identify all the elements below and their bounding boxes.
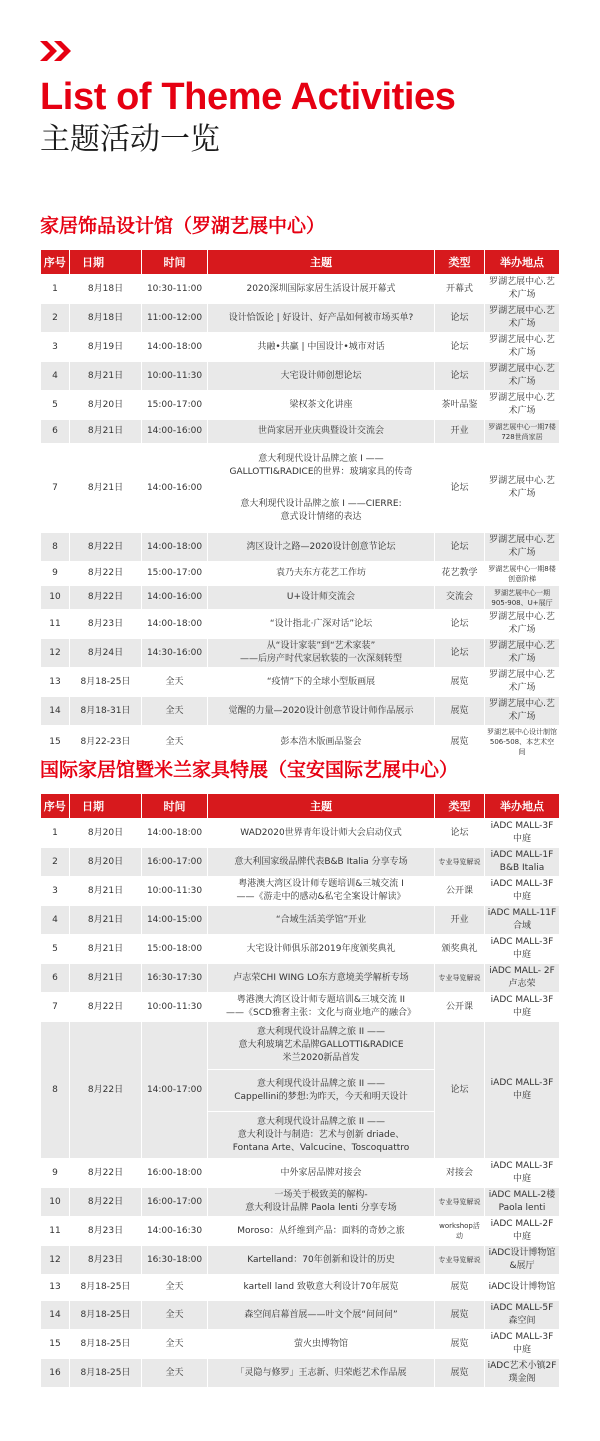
- row-date: 8月22日: [70, 1022, 142, 1159]
- row-topic: 「灵隐与修罗」王志新、归荣彪艺术作品展: [208, 1359, 435, 1388]
- table-row: [41, 726, 560, 759]
- row-number: 14: [41, 1301, 70, 1330]
- row-venue: 罗湖艺展中心.艺术广场: [485, 304, 560, 333]
- row-topic: 设计恰饭论 | 好设计、好产品如何被市场买单?: [208, 304, 435, 333]
- row-venue: 罗湖艺展中心设计制馆 506-508、本艺术空间: [485, 726, 560, 759]
- row-type: 对接会: [435, 1159, 485, 1188]
- row-date: 8月22日: [70, 562, 142, 586]
- row-time: 14:00-16:30: [142, 1217, 208, 1246]
- row-topic: “疫情”下的全球小型版画展: [208, 668, 435, 697]
- row-time: 14:00-16:00: [142, 586, 208, 610]
- row-venue: 罗湖艺展中心.艺术广场: [485, 444, 560, 533]
- row-venue: 罗湖艺展中心一期8楼创意阶梯: [485, 562, 560, 586]
- row-number: 8: [41, 533, 70, 562]
- table-row: [41, 819, 560, 848]
- row-date: 8月24日: [70, 639, 142, 668]
- row-time: 10:00-11:30: [142, 993, 208, 1022]
- column-header-type: 类型: [435, 250, 485, 275]
- row-number: 10: [41, 586, 70, 610]
- table-row: [41, 1217, 560, 1246]
- row-topic: [208, 1022, 435, 1159]
- row-venue: 罗湖艺展中心.艺术广场: [485, 333, 560, 362]
- row-type: 论坛: [435, 533, 485, 562]
- row-date: 8月20日: [70, 848, 142, 877]
- row-type: 专业导览解说: [435, 964, 485, 993]
- row-number: 2: [41, 848, 70, 877]
- row-topic: 大宅设计师创想论坛: [208, 362, 435, 391]
- table-row: [41, 697, 560, 726]
- row-type: 论坛: [435, 1022, 485, 1159]
- row-topic: 森空间启幕首展——叶文个展“问问问”: [208, 1301, 435, 1330]
- row-topic: 粤港澳大湾区设计师专题培训&三城交流 II ——《SCD雅奢主张：文化与商业地产的融合》: [208, 993, 435, 1022]
- row-topic: 粤港澳大湾区设计师专题培训&三城交流 I ——《游走中的感动&私宅全案设计解读》: [208, 877, 435, 906]
- row-type: 展览: [435, 1275, 485, 1301]
- row-date: 8月21日: [70, 420, 142, 444]
- row-venue: iADC设计博物馆&展厅: [485, 1246, 560, 1275]
- row-venue: 罗湖艺展中心一期7楼728世尚家居: [485, 420, 560, 444]
- row-date: 8月22日: [70, 1159, 142, 1188]
- row-date: 8月22-23日: [70, 726, 142, 759]
- row-venue: iADC MALL-2楼 Paola lenti: [485, 1188, 560, 1217]
- row-venue: 罗湖艺展中心.艺术广场: [485, 697, 560, 726]
- row-date: 8月18日: [70, 275, 142, 304]
- row-type: 开幕式: [435, 275, 485, 304]
- row-time: 10:30-11:00: [142, 275, 208, 304]
- row-venue: 罗湖艺展中心.艺术广场: [485, 362, 560, 391]
- row-time: 14:00-16:00: [142, 420, 208, 444]
- row-type: 论坛: [435, 362, 485, 391]
- row-date: 8月18-25日: [70, 668, 142, 697]
- table-row: [41, 533, 560, 562]
- row-number: 16: [41, 1359, 70, 1388]
- row-number: 15: [41, 726, 70, 759]
- row-time: 16:30-18:00: [142, 1246, 208, 1275]
- row-type: 开业: [435, 420, 485, 444]
- row-time: 16:00-17:00: [142, 848, 208, 877]
- row-time: 全天: [142, 1275, 208, 1301]
- row-time: 14:30-16:00: [142, 639, 208, 668]
- row-time: 全天: [142, 1359, 208, 1388]
- table-row: [41, 562, 560, 586]
- column-header-venue: 举办地点: [485, 794, 560, 819]
- table-header-row: [41, 250, 560, 275]
- row-number: 12: [41, 639, 70, 668]
- row-topic: 梁权茶文化讲座: [208, 391, 435, 420]
- table-row: [41, 935, 560, 964]
- activities-table-baoan: [40, 794, 560, 1388]
- row-venue: iADC艺术小镇2F璞金阁: [485, 1359, 560, 1388]
- table-row: [41, 1330, 560, 1359]
- row-topic: 世尚家居开业庆典暨设计交流会: [208, 420, 435, 444]
- row-time: 全天: [142, 726, 208, 759]
- column-header-date: 日期: [70, 794, 142, 819]
- row-topic: 彭本浩木版画品鉴会: [208, 726, 435, 759]
- row-topic: [208, 444, 435, 533]
- row-date: 8月23日: [70, 1217, 142, 1246]
- row-venue: iADC MALL-3F中庭: [485, 993, 560, 1022]
- row-venue: 罗湖艺展中心.艺术广场: [485, 610, 560, 639]
- row-topic: 共融•共赢 | 中国设计•城市对话: [208, 333, 435, 362]
- row-number: 15: [41, 1330, 70, 1359]
- row-topic: 湾区设计之路—2020设计创意节论坛: [208, 533, 435, 562]
- row-topic-part: 意大利现代设计品牌之旅 II —— 意大利玻璃艺术品牌GALLOTTI&RADICE 米兰2020新品首发: [238, 1027, 404, 1063]
- column-header-type: 类型: [435, 794, 485, 819]
- row-date: 8月18-25日: [70, 1330, 142, 1359]
- row-venue: 罗湖艺展中心.艺术广场: [485, 639, 560, 668]
- table-row: [41, 1359, 560, 1388]
- row-time: 11:00-12:00: [142, 304, 208, 333]
- row-type: 专业导览解说: [435, 848, 485, 877]
- row-venue: iADC MALL-1F B&B Italia: [485, 848, 560, 877]
- row-date: 8月20日: [70, 819, 142, 848]
- row-time: 10:00-11:30: [142, 362, 208, 391]
- row-topic-part: 意大利现代设计品牌之旅 I ——CIERRE: 意式设计情绪的表达: [208, 488, 434, 532]
- column-header-venue: 举办地点: [485, 250, 560, 275]
- row-venue: iADC MALL-3F中庭: [485, 1022, 560, 1159]
- row-date: 8月21日: [70, 877, 142, 906]
- row-date: 8月18-25日: [70, 1275, 142, 1301]
- row-date: 8月21日: [70, 964, 142, 993]
- column-header-no: 序号: [41, 794, 70, 819]
- row-number: 9: [41, 1159, 70, 1188]
- row-venue: iADC MALL-3F中庭: [485, 819, 560, 848]
- row-topic: 意大利国家级品牌代表B&B Italia 分享专场: [208, 848, 435, 877]
- row-venue: 罗湖艺展中心.艺术广场: [485, 668, 560, 697]
- row-topic: 从“设计家装”到“艺术家装” ——后房产时代家居软装的一次深刻转型: [208, 639, 435, 668]
- activities-table-luohu: [40, 250, 560, 759]
- row-type: 茶叶品鉴: [435, 391, 485, 420]
- row-type: 展览: [435, 1301, 485, 1330]
- row-time: 全天: [142, 668, 208, 697]
- row-type: 开业: [435, 906, 485, 935]
- row-date: 8月18-25日: [70, 1301, 142, 1330]
- double-chevron-right-icon: [40, 41, 74, 61]
- table-header-row: [41, 794, 560, 819]
- row-time: 全天: [142, 1330, 208, 1359]
- row-time: 14:00-16:00: [142, 444, 208, 533]
- row-date: 8月21日: [70, 935, 142, 964]
- row-time: 全天: [142, 1301, 208, 1330]
- table-row: [41, 877, 560, 906]
- row-venue: 罗湖艺展中心.艺术广场: [485, 391, 560, 420]
- row-time: 全天: [142, 697, 208, 726]
- row-venue: iADC MALL-3F中庭: [485, 877, 560, 906]
- row-time: 15:00-18:00: [142, 935, 208, 964]
- row-venue: iADC MALL-3F中庭: [485, 935, 560, 964]
- row-topic: 袁乃夫东方花艺工作坊: [208, 562, 435, 586]
- row-date: 8月21日: [70, 444, 142, 533]
- row-venue: 罗湖艺展中心.艺术广场: [485, 275, 560, 304]
- row-time: 14:00-18:00: [142, 610, 208, 639]
- row-number: 10: [41, 1188, 70, 1217]
- row-date: 8月21日: [70, 362, 142, 391]
- column-header-topic: 主题: [208, 794, 435, 819]
- row-topic: U+设计师交流会: [208, 586, 435, 610]
- row-venue: iADC MALL-5F森空间: [485, 1301, 560, 1330]
- row-topic-part: 意大利现代设计品牌之旅 II —— 意大利设计与制造：艺术与创新 driade、 Fontana Arte、Valcucine、Toscoquattro: [208, 1111, 434, 1158]
- row-topic: kartell land 致敬意大利设计70年展览: [208, 1275, 435, 1301]
- row-topic: WAD2020世界青年设计师大会启动仪式: [208, 819, 435, 848]
- row-venue: iADC MALL-3F中庭: [485, 1330, 560, 1359]
- row-date: 8月22日: [70, 993, 142, 1022]
- page-title-chinese: 主题活动一览: [40, 122, 220, 157]
- row-date: 8月23日: [70, 1246, 142, 1275]
- row-topic: 一场关于极致美的解构- 意大利设计品牌 Paola lenti 分享专场: [208, 1188, 435, 1217]
- row-type: 论坛: [435, 819, 485, 848]
- row-number: 4: [41, 362, 70, 391]
- row-date: 8月19日: [70, 333, 142, 362]
- row-type: 论坛: [435, 444, 485, 533]
- table-row: [41, 1275, 560, 1301]
- row-number: 1: [41, 275, 70, 304]
- row-time: 14:00-18:00: [142, 819, 208, 848]
- row-type: 专业导览解说: [435, 1246, 485, 1275]
- row-number: 12: [41, 1246, 70, 1275]
- row-number: 11: [41, 610, 70, 639]
- table-row: [41, 391, 560, 420]
- table-row: [41, 1246, 560, 1275]
- row-topic: 中外家居品牌对接会: [208, 1159, 435, 1188]
- row-type: 展览: [435, 726, 485, 759]
- row-number: 1: [41, 819, 70, 848]
- row-topic: 觉醒的力量—2020设计创意节设计师作品展示: [208, 697, 435, 726]
- row-type: 论坛: [435, 639, 485, 668]
- row-topic-part: 意大利现代设计品牌之旅 II —— Cappellini的梦想:为昨天，今天和明天设计: [208, 1069, 434, 1111]
- row-topic: Moroso：从纤维到产品：面料的奇妙之旅: [208, 1217, 435, 1246]
- table-row: [41, 444, 560, 533]
- row-topic: “设计指北·广深对话”论坛: [208, 610, 435, 639]
- row-type: 公开课: [435, 877, 485, 906]
- table-row: [41, 964, 560, 993]
- table-row: [41, 1159, 560, 1188]
- table-row: [41, 1188, 560, 1217]
- row-number: 5: [41, 935, 70, 964]
- row-type: workshop活动: [435, 1217, 485, 1246]
- row-number: 3: [41, 877, 70, 906]
- column-header-date: 日期: [70, 250, 142, 275]
- table-row: [41, 1301, 560, 1330]
- row-number: 2: [41, 304, 70, 333]
- table-row: [41, 610, 560, 639]
- row-number: 6: [41, 964, 70, 993]
- row-venue: iADC MALL-2F中庭: [485, 1217, 560, 1246]
- row-date: 8月23日: [70, 610, 142, 639]
- table-row: [41, 362, 560, 391]
- row-date: 8月22日: [70, 586, 142, 610]
- table-row: [41, 304, 560, 333]
- table-row: [41, 586, 560, 610]
- row-time: 16:30-17:30: [142, 964, 208, 993]
- row-topic: 2020深圳国际家居生活设计展开幕式: [208, 275, 435, 304]
- row-number: 3: [41, 333, 70, 362]
- table-row: [41, 848, 560, 877]
- row-time: 15:00-17:00: [142, 562, 208, 586]
- table-row: [41, 639, 560, 668]
- row-type: 展览: [435, 1359, 485, 1388]
- table-row: [41, 333, 560, 362]
- row-time: 14:00-18:00: [142, 333, 208, 362]
- column-header-no: 序号: [41, 250, 70, 275]
- row-number: 14: [41, 697, 70, 726]
- row-number: 8: [41, 1022, 70, 1159]
- table-row: [41, 420, 560, 444]
- page-title-english: List of Theme Activities: [40, 76, 456, 118]
- column-header-time: 时间: [142, 250, 208, 275]
- table-row: [41, 993, 560, 1022]
- row-type: 论坛: [435, 610, 485, 639]
- row-time: 16:00-18:00: [142, 1159, 208, 1188]
- row-type: 颁奖典礼: [435, 935, 485, 964]
- row-date: 8月22日: [70, 1188, 142, 1217]
- table-row: [41, 668, 560, 697]
- row-type: 花艺教学: [435, 562, 485, 586]
- row-topic: “合域生活美学馆”开业: [208, 906, 435, 935]
- row-number: 13: [41, 1275, 70, 1301]
- section-title-luohu: 家居饰品设计馆（罗湖艺展中心）: [40, 215, 326, 237]
- row-time: 10:00-11:30: [142, 877, 208, 906]
- row-number: 5: [41, 391, 70, 420]
- row-type: 公开课: [435, 993, 485, 1022]
- row-number: 13: [41, 668, 70, 697]
- row-number: 11: [41, 1217, 70, 1246]
- row-date: 8月20日: [70, 391, 142, 420]
- row-type: 展览: [435, 668, 485, 697]
- row-type: 交流会: [435, 586, 485, 610]
- row-type: 论坛: [435, 333, 485, 362]
- row-date: 8月18日: [70, 304, 142, 333]
- row-number: 4: [41, 906, 70, 935]
- row-type: 展览: [435, 697, 485, 726]
- section-title-baoan: 国际家居馆暨米兰家具特展（宝安国际艺展中心）: [40, 759, 459, 781]
- row-venue: 罗湖艺展中心.艺术广场: [485, 533, 560, 562]
- row-date: 8月22日: [70, 533, 142, 562]
- row-time: 14:00-18:00: [142, 533, 208, 562]
- row-type: 专业导览解说: [435, 1188, 485, 1217]
- row-date: 8月18-25日: [70, 1359, 142, 1388]
- row-venue: iADC MALL- 2F卢志荣: [485, 964, 560, 993]
- row-date: 8月18-31日: [70, 697, 142, 726]
- table-row: [41, 1022, 560, 1159]
- row-venue: 罗湖艺展中心一期 905-908、U+展厅: [485, 586, 560, 610]
- row-date: 8月21日: [70, 906, 142, 935]
- row-time: 15:00-17:00: [142, 391, 208, 420]
- row-number: 7: [41, 444, 70, 533]
- table-row: [41, 275, 560, 304]
- table-row: [41, 906, 560, 935]
- row-number: 7: [41, 993, 70, 1022]
- row-venue: iADC设计博物馆: [485, 1275, 560, 1301]
- row-number: 6: [41, 420, 70, 444]
- row-type: 展览: [435, 1330, 485, 1359]
- row-time: 16:00-17:00: [142, 1188, 208, 1217]
- row-topic-part: 意大利现代设计品牌之旅 I —— GALLOTTI&RADICE的世界：玻璃家具的传奇: [229, 454, 413, 477]
- row-type: 论坛: [435, 304, 485, 333]
- row-venue: iADC MALL-11F合域: [485, 906, 560, 935]
- row-topic: 卢志荣CHI WING LO东方意境美学解析专场: [208, 964, 435, 993]
- row-time: 14:00-15:00: [142, 906, 208, 935]
- row-number: 9: [41, 562, 70, 586]
- row-time: 14:00-17:00: [142, 1022, 208, 1159]
- column-header-topic: 主题: [208, 250, 435, 275]
- row-topic: Kartelland：70年创新和设计的历史: [208, 1246, 435, 1275]
- row-topic: 萤火虫博物馆: [208, 1330, 435, 1359]
- row-venue: iADC MALL-3F中庭: [485, 1159, 560, 1188]
- column-header-time: 时间: [142, 794, 208, 819]
- row-topic: 大宅设计师俱乐部2019年度颁奖典礼: [208, 935, 435, 964]
